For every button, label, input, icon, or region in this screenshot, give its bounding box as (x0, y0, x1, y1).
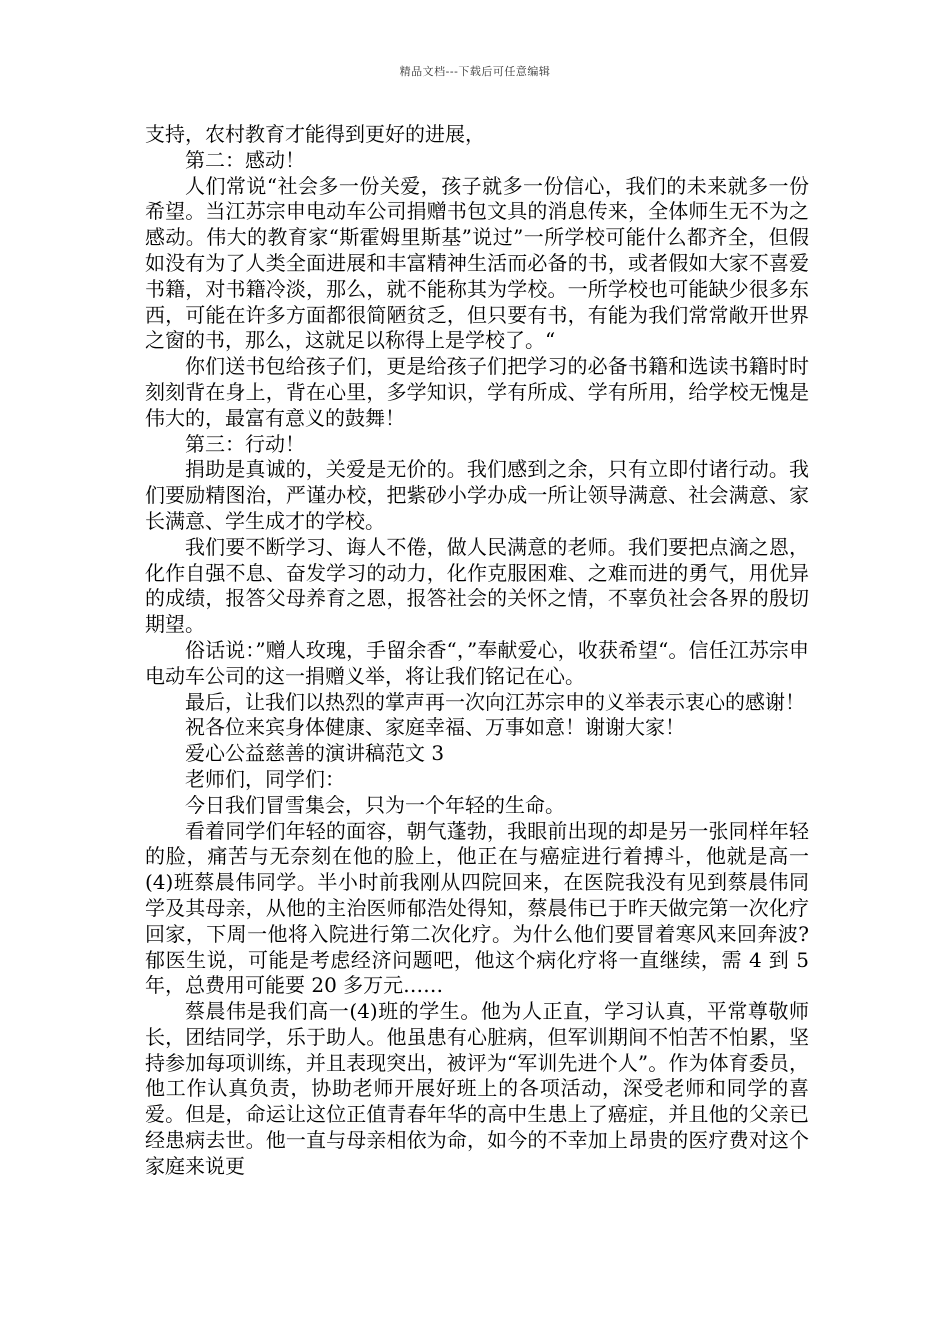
section-heading: 第三：行动！ (185, 431, 305, 456)
paragraph: 蔡晨伟是我们高一(4)班的学生。他为人正直，学习认真，平常尊敬师长，团结同学，乐于助人。他虽患有心脏病，但军训期间不怕苦不怕累，坚持参加每项训练，并且表现突出，被评为“军训先进个人”。作为体育委员，他工作认真负责，协助老师开展好班上的各项活动，深受老师和同学的喜爱。但是，命运让这位正值青春年华的高中生患上了癌症，并且他的父亲已经患病去世。他一直与母亲相依为命，如今的不幸加上昂贵的医疗费对这个家庭来说更 (145, 999, 809, 1178)
paragraph: 最后，让我们以热烈的掌声再一次向江苏宗申的义举表示衷心的感谢！ (185, 689, 805, 714)
paragraph: 今日我们冒雪集会，只为一个年轻的生命。 (185, 792, 565, 817)
paragraph: 支持，农村教育才能得到更好的进展， (145, 122, 485, 146)
document-body (145, 122, 809, 1180)
paragraph: 俗话说：”赠人玫瑰，手留余香“，”奉献爱心，收获希望“。信任江苏宗申电动车公司的这一捐赠义举，将让我们铭记在心。 (145, 637, 809, 688)
article-title: 爱心公益慈善的演讲稿范文 3 (185, 741, 445, 766)
paragraph: 我们要不断学习、诲人不倦，做人民满意的老师。我们要把点滴之恩，化作自强不息、奋发学习的动力，化作克服困难、之难而进的勇气，用优异的成绩，报答父母养育之恩，报答社会的关怀之情，不辜负社会各界的殷切期望。 (145, 534, 809, 637)
paragraph: 祝各位来宾身体健康、家庭幸福、万事如意！谢谢大家！ (185, 715, 685, 740)
page-header: 精品文档---下载后可任意编辑 (399, 65, 551, 78)
paragraph: 捐助是真诚的，关爱是无价的。我们感到之余，只有立即付诸行动。我们要励精图治，严谨办校，把紫砂小学办成一所让领导满意、社会满意、家长满意、学生成才的学校。 (145, 457, 809, 533)
paragraph: 看着同学们年轻的面容，朝气蓬勃，我眼前出现的却是另一张同样年轻的脸，痛苦与无奈刻在他的脸上，他正在与癌症进行着搏斗，他就是高一(4)班蔡晨伟同学。半小时前我刚从四院回来，在医院我没有见到蔡晨伟同学及其母亲，从他的主治医师郁浩处得知，蔡晨伟已于昨天做完第一次化疗回家，下周一他将入院进行第二次化疗。为什么他们要冒着寒风来回奔波?郁医生说，可能是考虑经济问题吧，他这个病化疗将一直继续，需 4 到 5 年，总费用可能要 20 多万元…… (145, 818, 809, 998)
section-heading: 第二：感动！ (185, 147, 305, 172)
salutation: 老师们，同学们： (185, 766, 345, 791)
paragraph: 你们送书包给孩子们，更是给孩子们把学习的必备书籍和选读书籍时时刻刻背在身上，背在心里，多学知识，学有所成、学有所用，给学校无愧是伟大的，最富有意义的鼓舞！ (145, 354, 809, 430)
paragraph: 人们常说“社会多一份关爱，孩子就多一份信心，我们的未来就多一份希望。当江苏宗申电动车公司捐赠书包文具的消息传来，全体师生无不为之感动。伟大的教育家“斯霍姆里斯基”说过”一所学校可能什么都齐全，但假如没有为了人类全面进展和丰富精神生活而必备的书，或者假如大家不喜爱书籍，对书籍冷淡，那么，就不能称其为学校。一所学校也可能缺少很多东西，可能在许多方面都很简陋贫乏，但只要有书，有能为我们常常敞开世界之窗的书，那么，这就足以称得上是学校了。“ (145, 173, 809, 353)
